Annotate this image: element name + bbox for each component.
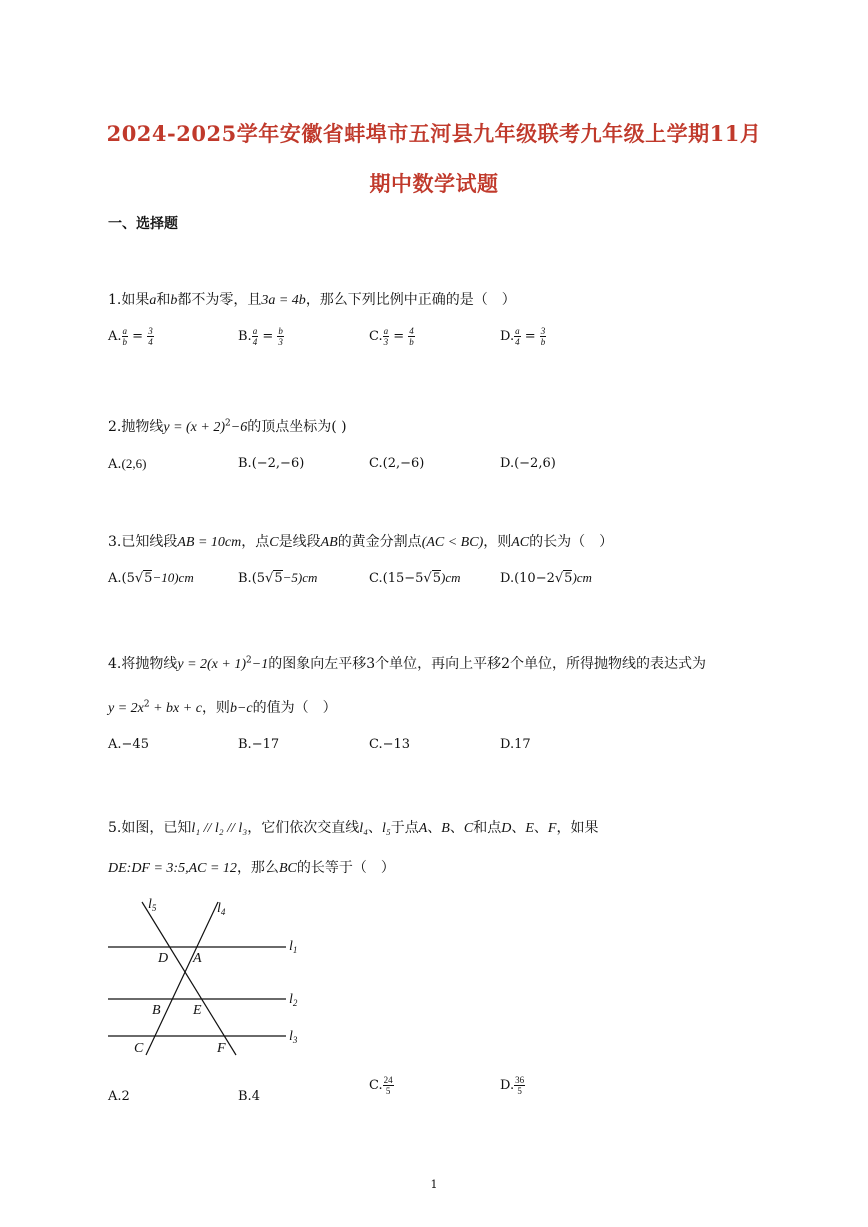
question-4-option-d: D.17 bbox=[500, 737, 531, 752]
question-3-option-b: B.(5√5−5)cm bbox=[238, 570, 318, 586]
label-point-f: F bbox=[217, 1041, 226, 1056]
question-1-stem: 1.如果a和b都不为零，且3a = 4b，那么下列比例中正确的是（ ） bbox=[108, 292, 516, 308]
question-5-option-d: D. $\frac{36}{5}$ bbox=[500, 1075, 525, 1096]
question-5-option-a: A.2 bbox=[108, 1089, 130, 1104]
parallel-lines-figure bbox=[100, 890, 320, 1060]
question-5-option-c: C. $\frac{24}{5}$ bbox=[369, 1075, 393, 1096]
title-line-1: 2024-2025学年安徽省蚌埠市五河县九年级联考九年级上学期11月 bbox=[106, 121, 762, 146]
question-4-option-a: A.−45 bbox=[108, 737, 149, 752]
question-5-stem-line-1: 5.如图，已知l₁ // l₂ // l₃，它们依次交直线l₄、l₅于点A、B、C和点D、E、F，如果 bbox=[108, 820, 599, 836]
question-3-option-a: A.(5√5−10)cm bbox=[108, 570, 194, 586]
question-4-stem-line-2: $y = 2x^2$ + bx + c，则b−c的值为（ ） bbox=[108, 699, 337, 716]
question-4-option-b: B.−17 bbox=[238, 737, 280, 752]
question-2-option-c: C.(2,−6) bbox=[369, 456, 425, 471]
question-5-stem-line-2: DE:DF = 3:5,AC = 12，那么BC的长等于（ ） bbox=[108, 860, 395, 876]
label-point-e: E bbox=[193, 1003, 202, 1018]
question-1-option-a: A. $\frac{a}{b}$ = $\frac{3}{4}$ bbox=[108, 326, 153, 347]
label-l2: $l_2$ bbox=[289, 992, 298, 1008]
question-5-option-b: B.4 bbox=[238, 1089, 260, 1104]
label-point-d: D bbox=[158, 951, 169, 966]
label-point-a: A bbox=[193, 951, 202, 966]
question-1-option-b: B. $\frac{a}{4}$ = $\frac{b}{3}$ bbox=[238, 326, 283, 347]
label-l3: $l_3$ bbox=[289, 1029, 298, 1045]
question-1-option-d: D. $\frac{a}{4}$ = $\frac{3}{b}$ bbox=[500, 326, 546, 347]
title-line-2: 期中数学试题 bbox=[369, 171, 499, 196]
question-3-stem: 3.已知线段AB = 10cm，点C是线段AB的黄金分割点(AC < BC)，则AC的长为（ ） bbox=[108, 534, 614, 550]
question-4-option-c: C.−13 bbox=[369, 737, 411, 752]
question-3-option-c: C.(15−5√5)cm bbox=[369, 570, 461, 586]
label-l1: $l_1$ bbox=[289, 939, 298, 955]
question-2-option-b: B.(−2,−6) bbox=[238, 456, 305, 471]
label-point-c: C bbox=[134, 1041, 144, 1056]
label-l5: $l_5$ bbox=[148, 897, 157, 913]
line-l5 bbox=[142, 902, 236, 1055]
question-2-stem: 2.抛物线$y = (x + 2)^2-6$的顶点坐标为( ) bbox=[108, 418, 347, 435]
section-heading: 一、选择题 bbox=[108, 216, 178, 232]
page-number: 1 bbox=[430, 1178, 438, 1191]
question-4-stem-line-1: 4.将抛物线$y = 2(x + 1)^2-1$的图象向左平移3个单位，再向上平移2个单位，所得抛物线的表达式为 bbox=[108, 655, 707, 672]
label-point-b: B bbox=[152, 1003, 161, 1018]
question-1-option-c: C. $\frac{a}{3}$ = $\frac{4}{b}$ bbox=[369, 326, 414, 347]
question-3-option-d: D.(10−2√5)cm bbox=[500, 570, 592, 586]
question-2-option-a: A.(2,6) bbox=[108, 456, 147, 472]
question-2-option-d: D.(−2,6) bbox=[500, 456, 556, 471]
label-l4: $l_4$ bbox=[217, 901, 226, 917]
